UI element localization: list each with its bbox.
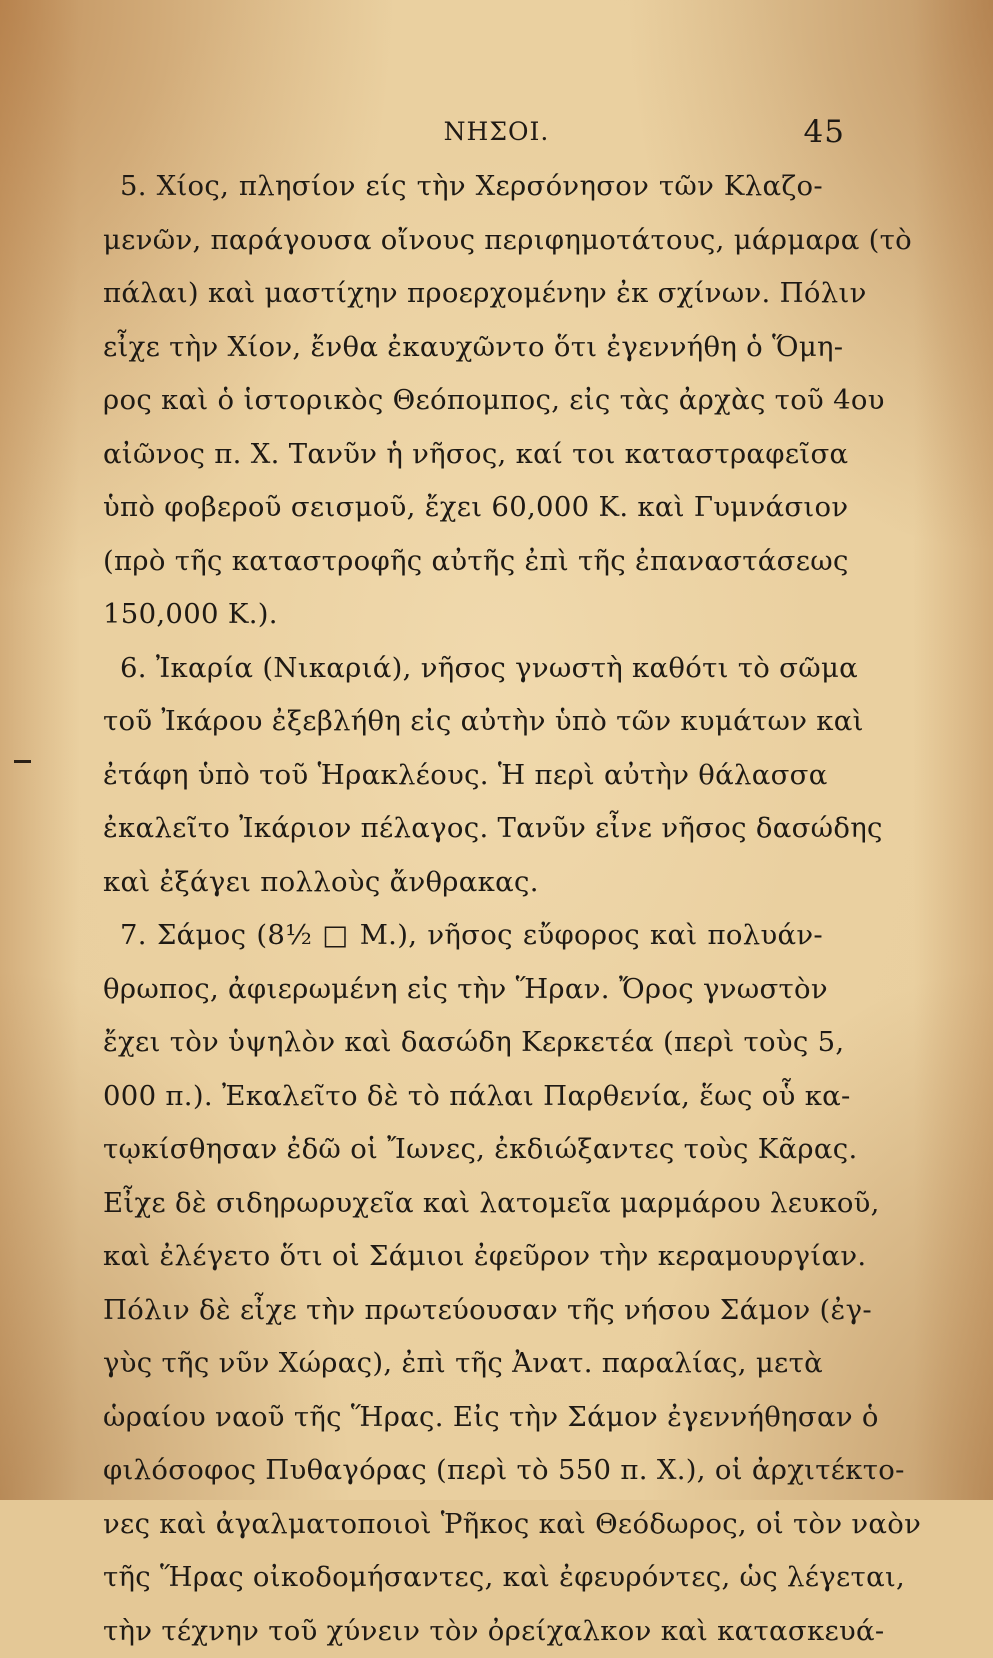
text-line: 6. Ἰκαρία (Νικαριά), νῆσος γνωστὴ καθότι τὸ σῶμα bbox=[103, 642, 823, 696]
text-line: ἐκαλεῖτο Ἰκάριον πέλαγος. Τανῦν εἶνε νῆσος δασώδης bbox=[103, 802, 823, 856]
text-line: νες καὶ ἀγαλματοποιοὶ Ῥῆκος καὶ Θεόδωρος, οἱ τὸν ναὸν bbox=[103, 1498, 823, 1552]
margin-mark bbox=[14, 760, 31, 763]
text-line: καὶ ἐλέγετο ὅτι οἱ Σάμιοι ἐφεῦρον τὴν κεραμουργίαν. bbox=[103, 1230, 823, 1284]
text-line: (πρὸ τῆς καταστροφῆς αὐτῆς ἐπὶ τῆς ἐπαναστάσεως bbox=[103, 535, 823, 589]
text-line: θρωπος, ἀφιερωμένη εἰς τὴν Ἥραν. Ὄρος γνωστὸν bbox=[103, 963, 823, 1017]
text-line: αἰῶνος π. Χ. Τανῦν ἡ νῆσος, καί τοι καταστραφεῖσα bbox=[103, 428, 823, 482]
text-line: Εἶχε δὲ σιδηρωρυχεῖα καὶ λατομεῖα μαρμάρου λευκοῦ, bbox=[103, 1177, 823, 1231]
text-line: πάλαι) καὶ μαστίχην προερχομένην ἐκ σχίνων. Πόλιν bbox=[103, 267, 823, 321]
running-head bbox=[0, 112, 993, 152]
text-line: ρος καὶ ὁ ἱστορικὸς Θεόπομπος, εἰς τὰς ἀρχὰς τοῦ 4ου bbox=[103, 374, 823, 428]
running-title: ΝΗΣΟΙ. bbox=[0, 112, 993, 152]
text-line: ἔχει τὸν ὑψηλὸν καὶ δασώδη Κερκετέα (περὶ τοὺς 5, bbox=[103, 1016, 823, 1070]
text-line: μενῶν, παράγουσα οἴνους περιφημοτάτους, μάρμαρα (τὸ bbox=[103, 214, 823, 268]
text-line: τὴν τέχνην τοῦ χύνειν τὸν ὀρείχαλκον καὶ κατασκευά- bbox=[103, 1605, 823, 1658]
text-line: τοῦ Ἰκάρου ἐξεβλήθη εἰς αὐτὴν ὑπὸ τῶν κυμάτων καὶ bbox=[103, 695, 823, 749]
text-line: 150,000 Κ.). bbox=[103, 588, 823, 642]
text-line: γὺς τῆς νῦν Χώρας), ἐπὶ τῆς Ἀνατ. παραλίας, μετὰ bbox=[103, 1337, 823, 1391]
text-line: καὶ ἐξάγει πολλοὺς ἄνθρακας. bbox=[103, 856, 823, 910]
text-line: τῳκίσθησαν ἐδῶ οἱ Ἴωνες, ἐκδιώξαντες τοὺς Κᾶρας. bbox=[103, 1123, 823, 1177]
text-line: εἶχε τὴν Χίον, ἔνθα ἐκαυχῶντο ὅτι ἐγεννήθη ὁ Ὅμη- bbox=[103, 321, 823, 375]
text-line: 000 π.). Ἐκαλεῖτο δὲ τὸ πάλαι Παρθενία, ἕως οὗ κα- bbox=[103, 1070, 823, 1124]
text-line: ὡραίου ναοῦ τῆς Ἥρας. Εἰς τὴν Σάμον ἐγεννήθησαν ὁ bbox=[103, 1391, 823, 1445]
page-number: 45 bbox=[804, 112, 845, 152]
text-line: ὑπὸ φοβεροῦ σεισμοῦ, ἔχει 60,000 Κ. καὶ Γυμνάσιον bbox=[103, 481, 823, 535]
text-line: 5. Χίος, πλησίον είς τὴν Χερσόνησον τῶν Κλαζο- bbox=[103, 160, 823, 214]
text-line: φιλόσοφος Πυθαγόρας (περὶ τὸ 550 π. Χ.), οἱ ἀρχιτέκτο- bbox=[103, 1444, 823, 1498]
text-line: ἐτάφη ὑπὸ τοῦ Ἡρακλέους. Ἡ περὶ αὐτὴν θάλασσα bbox=[103, 749, 823, 803]
body-text bbox=[103, 160, 823, 1658]
text-line: 7. Σάμος (8½ □ Μ.), νῆσος εὔφορος καὶ πολυάν- bbox=[103, 909, 823, 963]
text-line: Πόλιν δὲ εἶχε τὴν πρωτεύουσαν τῆς νήσου Σάμον (ἐγ- bbox=[103, 1284, 823, 1338]
text-line: τῆς Ἥρας οἰκοδομήσαντες, καὶ ἐφευρόντες, ὡς λέγεται, bbox=[103, 1551, 823, 1605]
